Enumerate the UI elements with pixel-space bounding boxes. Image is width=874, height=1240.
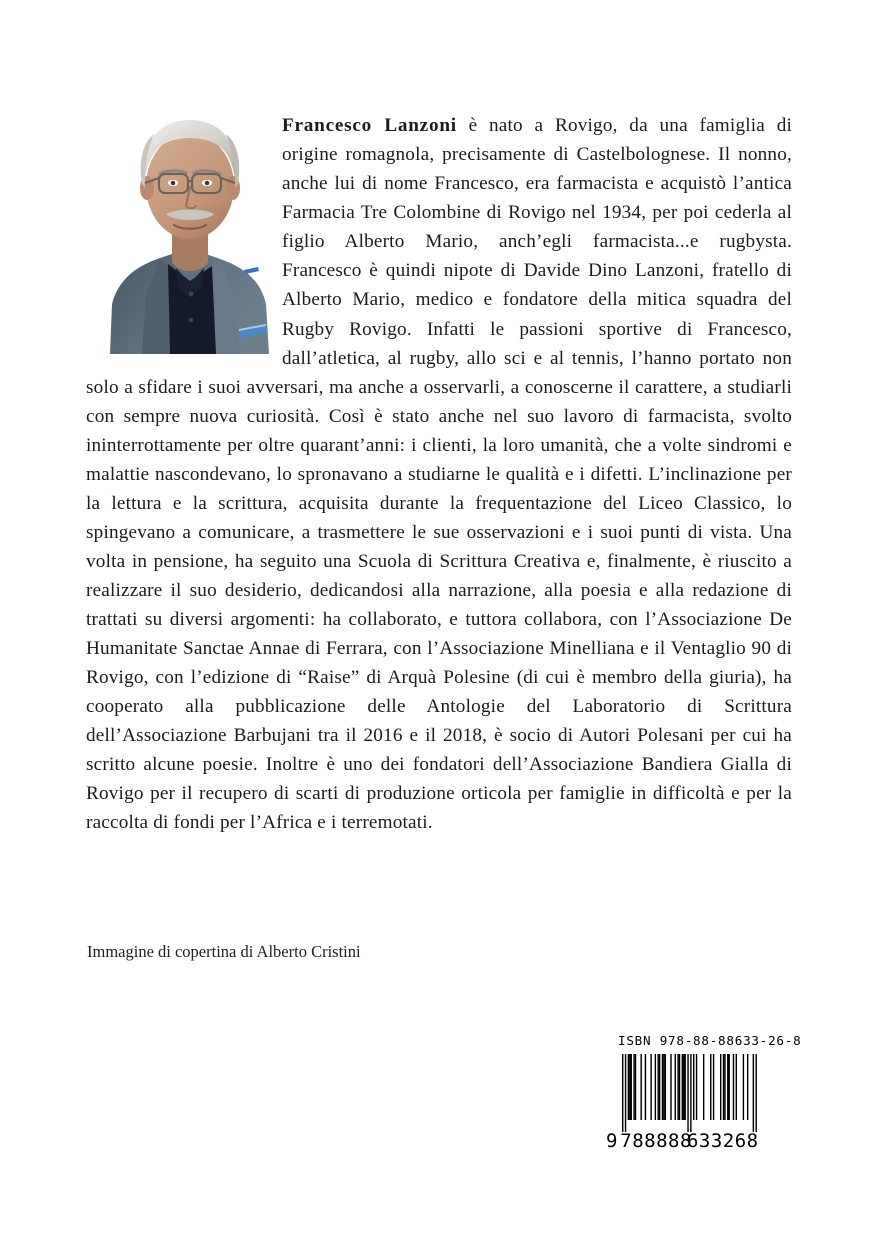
author-name: Francesco Lanzoni [282,115,457,137]
photo-text-wrap-spacer [86,92,282,360]
svg-text:633268: 633268 [686,1130,759,1152]
author-biography [86,92,792,857]
biography-body: è nato a Rovigo, da una famiglia di origine romagnola, precisamente di Castelbolognese. Il nonno, anche lui di nome Francesco, era farmacista e acquistò l’antica Farmacia Tre Colombine di Rovigo nel 1934, per poi cederla al figlio Alberto Mario, anch’egli farmacista...e rugbysta. Francesco è quindi nipote di Davide Dino Lanzoni, fratello di Alberto Mario, medico e fondatore della mitica squadra del Rugby Rovigo. Infatti le passioni sportive di Francesco, dall’atletica, al rugby, allo sci e al tennis, l’hanno portato non solo a sfidare i suoi avversari, ma anche a osservarli, a conoscerne il carattere, a studiarli con sempre nuova curiosità. Così è stato anche nel suo lavoro di farmacista, svolto ininterrottamente per oltre quarant’anni: i clienti, la loro umanità, che a volte sindromi e malattie nascondevano, lo spronavano a studiarne le qualità e i difetti. L’inclinazione per la lettura e la scrittura, acquisita durante la frequentazione del Liceo Classico, lo spingevano a comunicare, a trasmettere le sue osservazioni e i suoi punti di vista. Una volta in pensione, ha seguito una Scuola di Scrittura Creativa e, finalmente, è riuscito a realizzare il suo desiderio, dedicandosi alla narrazione, alla poesia e alla redazione di trattati su diversi argomenti: ha collaborato, e tuttora collabora, con l’Associazione De Humanitate Sanctae Annae di Ferrara, con l’Associazione Minelliana e il Ventaglio 90 di Rovigo, con l’edizione di “Raise” di Arquà Polesine (di cui è membro della giuria), ha cooperato alla pubblicazione delle Antologie del Laboratorio di Scrittura dell’Associazione Barbujani tra il 2016 e il 2018, è socio di Autori Polesani per cui ha scritto alcune poesie. Inoltre è uno dei fondatori dell’Associazione Bandiera Gialla di Rovigo per il recupero di scarti di produzione orticola per famiglie in difficoltà e per la raccolta di fondi per l’Africa e i terremotati. [86,115,793,834]
isbn-number-label: ISBN 978-88-88633-26-8 [618,1033,802,1048]
cover-image-credit: Immagine di copertina di Alberto Cristini [87,942,361,961]
svg-text:788888: 788888 [620,1130,692,1152]
ean13-barcode [600,1050,788,1158]
isbn-barcode-block [600,1033,802,1158]
svg-text:9: 9 [606,1130,618,1152]
